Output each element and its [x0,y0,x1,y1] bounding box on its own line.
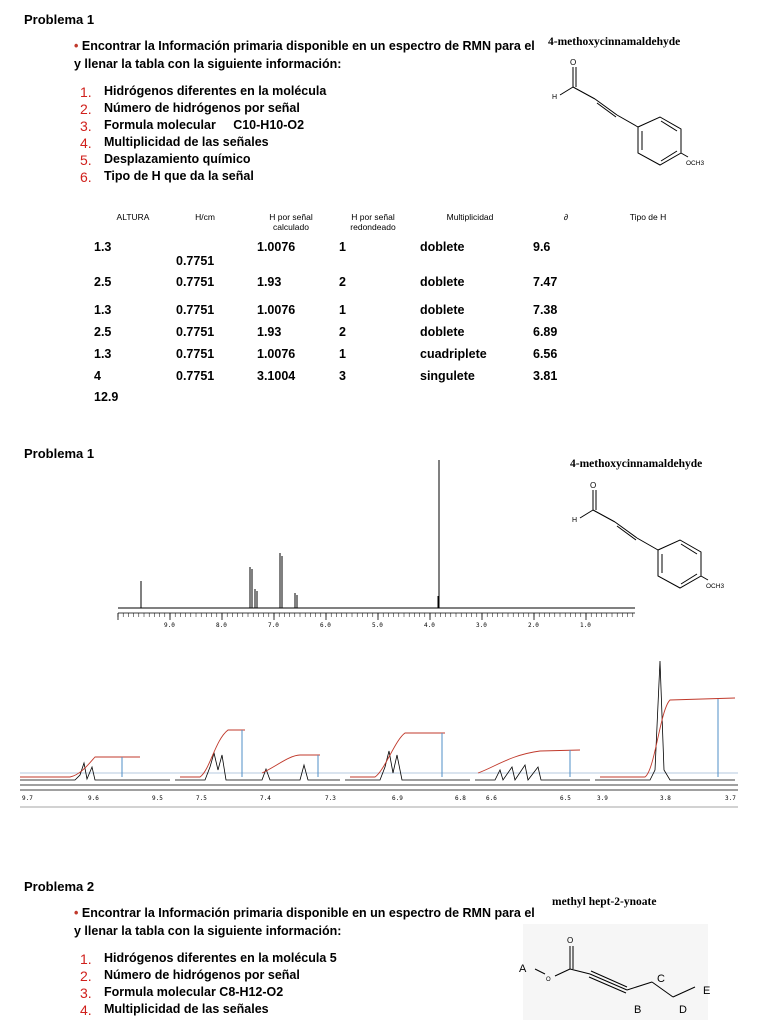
methoxy-label: OCH3 [686,160,705,167]
hydrogen-label: H [572,517,578,524]
problem2-intro-line1: Encontrar la Información primaria disponible en un espectro de RMN para el [81,906,535,920]
table-cell: 3.81 [533,369,558,383]
list-item: 6. Tipo de H que da la señal [80,169,254,185]
axis-tick-label: 5.0 [372,622,383,629]
list-item: 1. Hidrógenos diferentes en la molécula 5 [80,951,337,967]
axis-tick-label: 3.0 [476,622,487,629]
expansion-tick-label: 6.8 [455,795,466,802]
problem2-list [80,951,337,1019]
table-cell: doblete [420,275,465,289]
label-E: E [703,985,711,997]
table-cell: 1.93 [257,325,282,339]
expansion-tick-label: 3.7 [725,795,736,802]
expansion-tick-label: 3.9 [597,795,608,802]
expansion-panel-3 [345,733,470,802]
table-cell: 1.0076 [257,303,296,317]
table-cell: 1.3 [94,347,112,361]
table-cell: 0.7751 [176,325,215,339]
problem2-intro-line2: y llenar la tabla con la siguiente información: [74,924,342,938]
expansion-panel-5 [595,661,736,802]
table-header: ∂ [563,212,569,222]
label-C: C [657,973,665,985]
expansion-tick-label: 9.7 [22,795,33,802]
spectrum-expansions [0,655,768,815]
expansion-tick-label: 6.6 [486,795,497,802]
problem2-intro [74,906,535,920]
label-A: A [519,963,527,975]
table-header: Multiplicidad [446,212,494,222]
table-cell: 7.47 [533,275,558,289]
problem1-title: Problema 1 [24,12,95,27]
table-cell: 0.7751 [176,275,215,289]
expansion-tick-label: 7.4 [260,795,271,802]
spectrum-title: Problema 1 [24,446,95,461]
table-cell: 2.5 [94,275,112,289]
methoxy-label: OCH3 [706,583,725,590]
table-cell: 0.7751 [176,347,215,361]
nmr-spectrum [110,455,640,630]
list-item: 4. Multiplicidad de las señales [80,1002,269,1018]
axis-tick-label: 8.0 [216,622,227,629]
table-header: H/cm [195,212,215,222]
list-item: 2. Número de hidrógenos por señal [80,101,300,117]
table-cell: 1.0076 [257,347,296,361]
table-cell: 1 [339,303,346,317]
expansion-tick-label: 7.5 [196,795,207,802]
table-cell: singulete [420,369,475,383]
table-cell: 3 [339,369,346,383]
table-cell: 1.3 [94,303,112,317]
problem2-structure-diagram [515,924,715,1022]
problem2-molecule-name: methyl hept-2-ynoate [552,896,657,908]
table-cell: 0.7751 [176,254,215,268]
label-D: D [679,1004,687,1016]
table-cell: 4 [94,369,101,383]
problem1-intro [74,39,535,53]
axis-tick-label: 6.0 [320,622,331,629]
list-item: 1. Hidrógenos diferentes en la molécula [80,84,327,100]
expansion-tick-label: 6.5 [560,795,571,802]
bullet-dot: • [74,39,79,53]
problem1-molecule-name: 4-methoxycinnamaldehyde [548,36,681,48]
table-cell: 1 [339,347,346,361]
axis-tick-label: 1.0 [580,622,591,629]
oxygen-label: O [567,936,574,945]
table-cell: 1.3 [94,240,112,254]
table-cell: 2 [339,275,346,289]
table-cell: 2 [339,325,346,339]
problem1-structure-diagram [540,55,705,180]
problem1-list [80,84,326,186]
table-cell: doblete [420,325,465,339]
table-total: 12.9 [94,390,119,404]
axis-tick-label: 9.0 [164,622,175,629]
spectrum-molecule-name: 4-methoxycinnamaldehyde [570,458,703,470]
expansion-tick-label: 7.3 [325,795,336,802]
list-item: 4. Multiplicidad de las señales [80,135,269,151]
list-item: 3. Formula molecular C8-H12-O2 [80,985,284,1001]
list-item: 3. Formula molecular C10-H10-O2 [80,118,305,134]
table-cell: 1.93 [257,275,282,289]
table-cell: 9.6 [533,240,551,254]
expansion-panel-2 [175,730,340,802]
problem2-title: Problema 2 [24,879,95,894]
table-cell: 2.5 [94,325,112,339]
table-cell: 0.7751 [176,303,215,317]
label-B: B [634,1004,642,1016]
axis-tick-label: 4.0 [424,622,435,629]
list-item: 2. Número de hidrógenos por señal [80,968,300,984]
axis-tick-label: 2.0 [528,622,539,629]
bullet-dot: • [74,906,79,920]
oxygen-label: O [570,58,577,67]
expansion-tick-label: 9.6 [88,795,99,802]
problem1-intro-line1: Encontrar la Información primaria disponible en un espectro de RMN para el [81,39,535,53]
table-header: H por señal calculado [269,212,313,232]
table-cell: 6.56 [533,347,558,361]
expansion-tick-label: 3.8 [660,795,671,802]
table-header: H por señal redondeado [350,212,396,232]
table-cell: 0.7751 [176,369,215,383]
expansion-tick-label: 9.5 [152,795,163,802]
table-cell: 6.89 [533,325,558,339]
expansion-panel-4 [475,750,590,802]
table-cell: 1.0076 [257,240,296,254]
oxygen-ester-label: O [546,977,551,983]
table-cell: 1 [339,240,346,254]
problem1-intro-line2: y llenar la tabla con la siguiente información: [74,57,342,71]
table-header: Tipo de H [629,212,667,222]
table-cell: doblete [420,303,465,317]
oxygen-label: O [590,481,597,490]
table-cell: cuadriplete [420,347,487,361]
table-cell: doblete [420,240,465,254]
table-cell: 7.38 [533,303,558,317]
table-header: ALTURA [116,212,150,222]
list-item: 5. Desplazamiento químico [80,152,251,168]
table-cell: 3.1004 [257,369,296,383]
expansion-panel-1 [20,757,170,802]
axis-tick-label: 7.0 [268,622,279,629]
hydrogen-label: H [552,94,558,101]
expansion-tick-label: 6.9 [392,795,403,802]
